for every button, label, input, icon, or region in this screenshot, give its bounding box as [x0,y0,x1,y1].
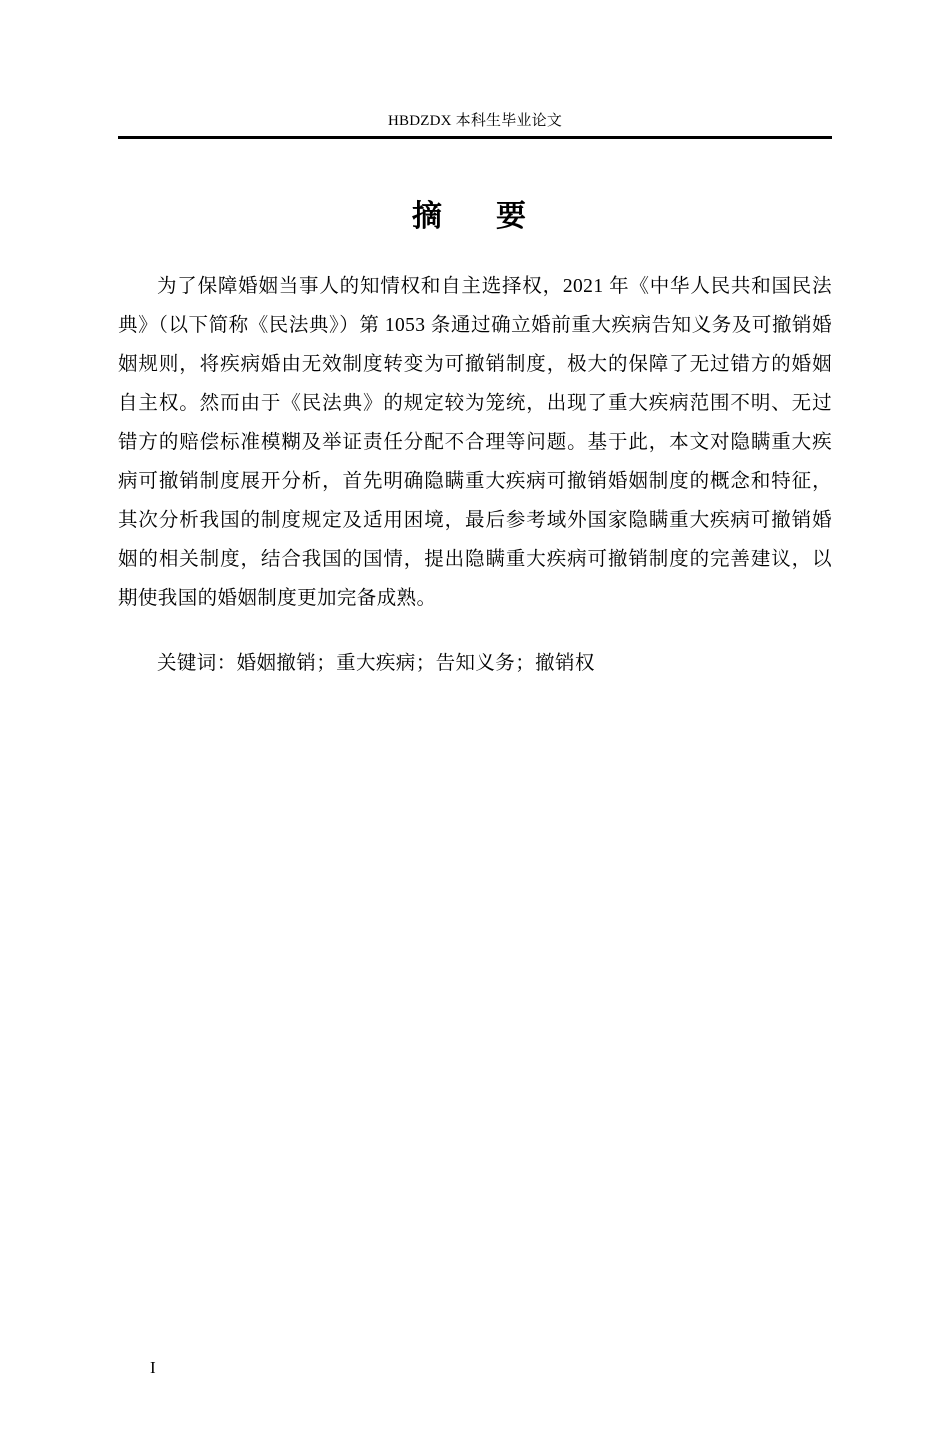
header-divider [118,136,832,139]
page-title: 摘 要 [412,199,538,234]
document-page [0,112,950,1456]
running-title: HBDZDX 本科生毕业论文 [387,113,563,129]
page-header [118,112,832,130]
abstract-paragraph: 为了保障婚姻当事人的知情权和自主选择权，2021 年《中华人民共和国民法典》（以下简称《民法典》）第 1053 条通过确立婚前重大疾病告知义务及可撤销婚姻规则，将疾病婚由无效制度转变为可撤销制度，极大的保障了无过错方的婚姻自主权。然而由于《民法典》的规定较为笼统，出现了重大疾病范围不明、无过错方的赔偿标准模糊及举证责任分配不合理等问题。基于此，本文对隐瞒重大疾病可撤销制度展开分析，首先明确隐瞒重大疾病可撤销婚姻制度的概念和特征，其次分析我国的制度规定及适用困境，最后参考域外国家隐瞒重大疾病可撤销婚姻的相关制度，结合我国的国情，提出隐瞒重大疾病可撤销制度的完善建议，以期使我国的婚姻制度更加完备成熟。 [118,276,832,609]
keywords-line: 关键词：婚姻撤销；重大疾病；告知义务；撤销权 [157,653,595,674]
page-number: I [150,1358,156,1377]
